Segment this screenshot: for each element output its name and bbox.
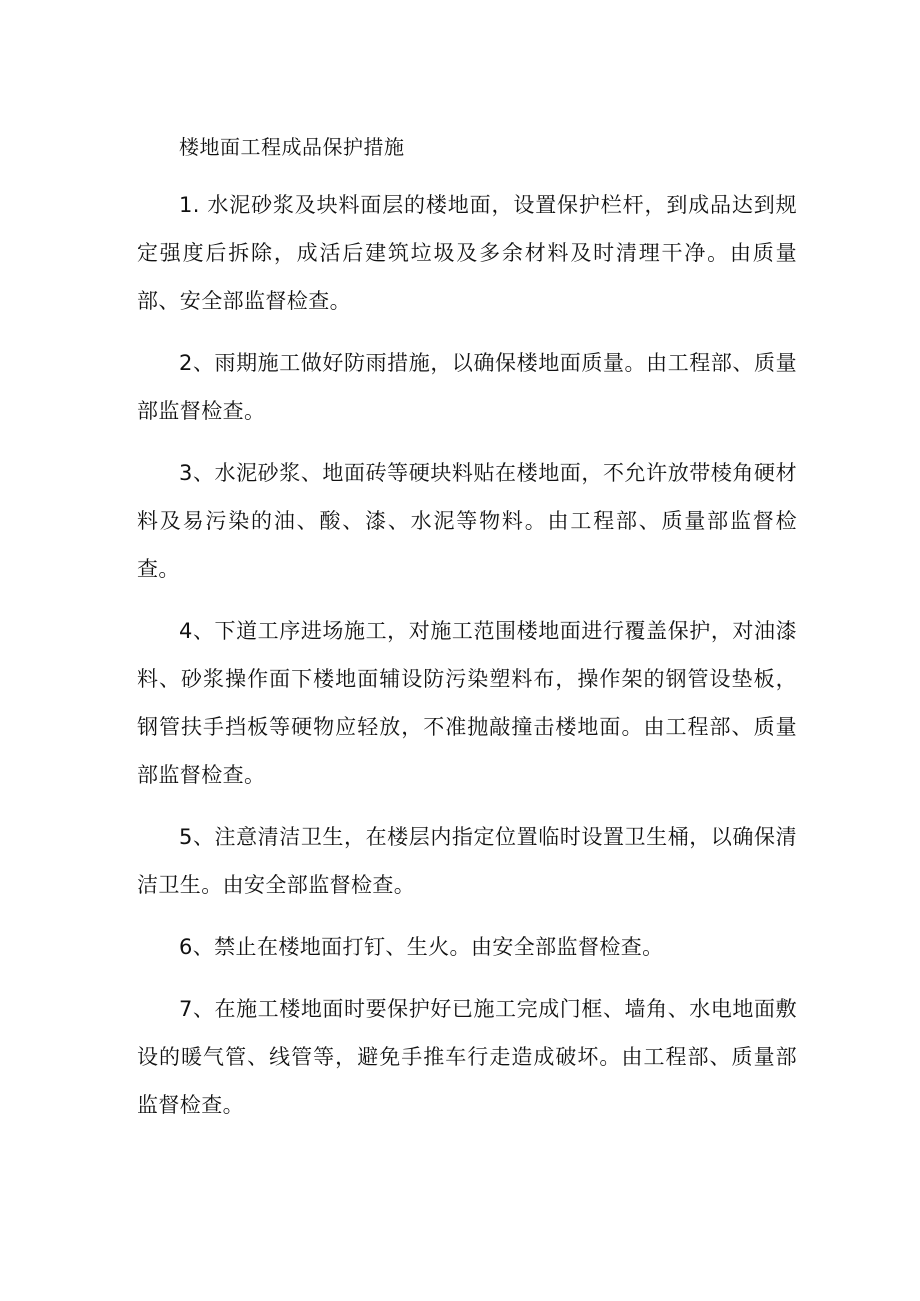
paragraph-7: 7、在施工楼地面时要保护好已施工完成门框、墙角、水电地面敷设的暖气管、线管等，避免手推车行走造成破坏。由工程部、质量部监督检查。: [137, 997, 797, 1117]
paragraph-6: 6、禁止在楼地面打钉、生火。由安全部监督检查。: [179, 935, 664, 959]
paragraph-4: 4、下道工序进场施工，对施工范围楼地面进行覆盖保护，对油漆料、砂浆操作面下楼地面辅设防污染塑料布，操作架的钢管设垫板，钢管扶手挡板等硬物应轻放，不准抛敲撞击楼地面。由工程部、质量部监督检查。: [137, 619, 797, 787]
document-body: [137, 133, 797, 1143]
paragraph-1: 1. 水泥砂浆及块料面层的楼地面，设置保护栏杆，到成品达到规定强度后拆除，成活后建筑垃圾及多余材料及时清理干净。由质量部、安全部监督检查。: [137, 193, 797, 313]
paragraph-3: 3、水泥砂浆、地面砖等硬块料贴在楼地面，不允许放带棱角硬材料及易污染的油、酸、漆、水泥等物料。由工程部、质量部监督检查。: [137, 461, 797, 581]
paragraph-5: 5、注意清洁卫生，在楼层内指定位置临时设置卫生桶，以确保清洁卫生。由安全部监督检查。: [137, 825, 797, 897]
document-title: 楼地面工程成品保护措施: [179, 135, 405, 159]
paragraph-2: 2、雨期施工做好防雨措施，以确保楼地面质量。由工程部、质量部监督检查。: [137, 351, 797, 423]
